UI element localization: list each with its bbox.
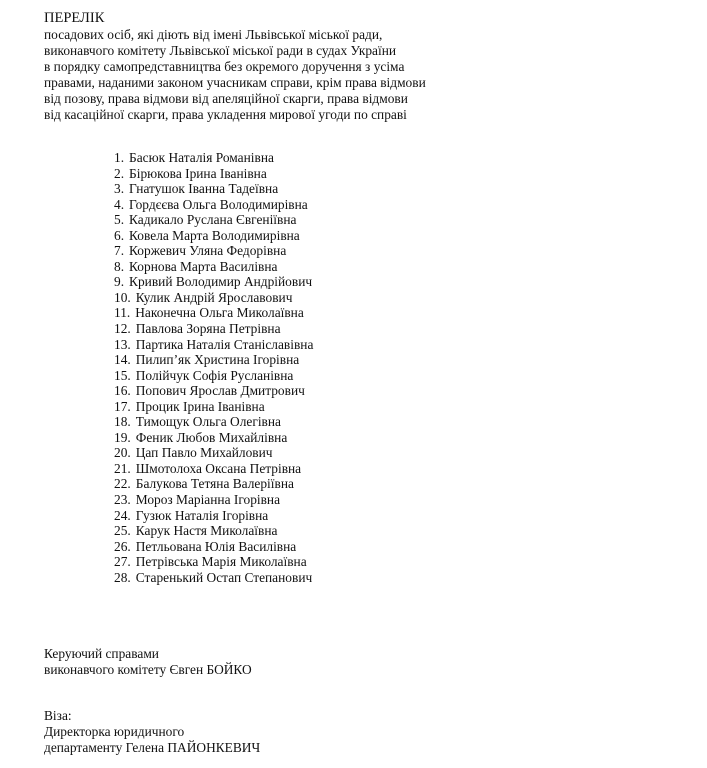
list-item-name: Партика Наталія Станіславівна — [135, 336, 314, 352]
list-item-number: 2. — [114, 165, 125, 181]
list-item-number: 14. — [114, 352, 131, 368]
list-item-number: 4. — [114, 196, 125, 212]
list-item — [114, 539, 313, 555]
list-item-name: Карук Настя Миколаївна — [135, 523, 278, 539]
list-item — [114, 414, 313, 430]
list-item — [114, 554, 313, 570]
list-item-name: Кадикало Руслана Євгеніївна — [129, 212, 297, 228]
list-item-number: 22. — [114, 476, 131, 492]
list-item-name: Басюк Наталія Романівна — [129, 150, 274, 165]
list-item — [114, 150, 313, 166]
list-item-name: Феник Любов Михайлівна — [135, 429, 288, 445]
list-item — [114, 445, 313, 461]
signature-block — [44, 646, 252, 678]
intro-line-3: в порядку самопредставництва без окремого доручення з усіма — [44, 59, 405, 74]
list-item — [114, 523, 313, 539]
list-item — [114, 508, 313, 524]
list-item-number: 8. — [114, 258, 125, 274]
list-item-name: Попович Ярослав Дмитрович — [135, 383, 305, 399]
officials-list — [114, 150, 313, 585]
document-title: ПЕРЕЛІК — [44, 10, 105, 26]
list-item — [114, 290, 313, 306]
list-item — [114, 181, 313, 197]
list-item — [114, 321, 313, 337]
list-item-name: Балукова Тетяна Валеріївна — [135, 476, 294, 492]
intro-line-2: виконавчого комітету Львівської міської ради в судах України — [44, 43, 397, 58]
list-item-name: Старенький Остап Степанович — [135, 569, 313, 585]
intro-line-6: від касаційної скарги, права укладення мирової угоди по справі — [44, 107, 407, 122]
list-item-name: Наконечна Ольга Миколаївна — [135, 305, 304, 321]
list-item — [114, 461, 313, 477]
list-item-name: Павлова Зоряна Петрівна — [135, 321, 281, 337]
intro-line-4: правами, наданими законом учасникам справи, крім права відмови — [44, 75, 426, 90]
list-item-number: 12. — [114, 321, 131, 337]
list-item-name: Тимощук Ольга Олегівна — [135, 414, 281, 430]
list-item-number: 11. — [114, 305, 131, 321]
list-item-number: 3. — [114, 181, 125, 197]
list-item-number: 26. — [114, 538, 131, 554]
list-item-name: Полійчук Софія Русланівна — [135, 367, 294, 383]
list-item — [114, 399, 313, 415]
list-item-number: 16. — [114, 383, 131, 399]
list-item-number: 21. — [114, 460, 131, 476]
list-item-name: Гнатушок Іванна Тадеївна — [129, 181, 279, 197]
list-item-name: Процик Ірина Іванівна — [135, 398, 265, 414]
visa-block — [44, 708, 260, 756]
list-item-name: Пилип’як Христина Ігорівна — [135, 352, 300, 368]
list-item — [114, 430, 313, 446]
list-item — [114, 212, 313, 228]
list-item-name: Гузюк Наталія Ігорівна — [135, 507, 269, 523]
intro-line-1: посадових осіб, які діють від імені Львівської міської ради, — [44, 27, 383, 42]
list-item — [114, 259, 313, 275]
visa-label: Віза: — [44, 708, 72, 723]
list-item-number: 18. — [114, 414, 131, 430]
list-item — [114, 337, 313, 353]
list-item — [114, 570, 313, 586]
list-item-number: 17. — [114, 398, 131, 414]
list-item-name: Кулик Андрій Ярославович — [135, 289, 293, 305]
visa-position: Директорка юридичного — [44, 724, 185, 739]
list-item — [114, 492, 313, 508]
list-item-name: Гордєєва Ольга Володимирівна — [129, 196, 308, 212]
list-item-number: 5. — [114, 212, 125, 228]
list-item-number: 28. — [114, 569, 131, 585]
list-item-number: 20. — [114, 445, 131, 461]
list-item-number: 23. — [114, 492, 131, 508]
list-item-number: 13. — [114, 336, 131, 352]
list-item-name: Петльована Юлія Василівна — [135, 538, 297, 554]
list-item-number: 7. — [114, 243, 125, 259]
list-item — [114, 383, 313, 399]
list-item — [114, 228, 313, 244]
list-item — [114, 197, 313, 213]
list-item-number: 15. — [114, 367, 131, 383]
list-item-number: 25. — [114, 523, 131, 539]
list-item — [114, 368, 313, 384]
visa-name: департаменту Гелена ПАЙОНКЕВИЧ — [44, 740, 261, 755]
list-item-number: 27. — [114, 554, 131, 570]
list-item-name: Шмотолоха Оксана Петрівна — [135, 460, 302, 476]
list-item-name: Бірюкова Ірина Іванівна — [129, 165, 267, 181]
list-item-name: Корнова Марта Василівна — [129, 258, 278, 274]
list-item — [114, 243, 313, 259]
list-item-name: Цап Павло Михайлович — [135, 445, 273, 461]
list-item — [114, 166, 313, 182]
list-item-name: Мороз Маріанна Ігорівна — [135, 492, 281, 508]
list-item-number: 1. — [114, 150, 125, 165]
list-item — [114, 476, 313, 492]
list-item-number: 24. — [114, 507, 131, 523]
list-item — [114, 305, 313, 321]
list-item-number: 19. — [114, 429, 131, 445]
list-item — [114, 274, 313, 290]
list-item-name: Ковела Марта Володимирівна — [129, 227, 300, 243]
list-item-name: Кривий Володимир Андрійович — [129, 274, 313, 290]
document-header — [44, 10, 684, 123]
list-item-name: Коржевич Уляна Федорівна — [129, 243, 287, 259]
list-item-name: Петрівська Марія Миколаївна — [135, 554, 307, 570]
signature-name: виконавчого комітету Євген БОЙКО — [44, 662, 252, 677]
list-item-number: 9. — [114, 274, 125, 290]
list-item — [114, 352, 313, 368]
signature-position: Керуючий справами — [44, 646, 159, 661]
list-item-number: 10. — [114, 289, 131, 305]
list-item-number: 6. — [114, 227, 125, 243]
intro-line-5: від позову, права відмови від апеляційної скарги, права відмови — [44, 91, 408, 106]
